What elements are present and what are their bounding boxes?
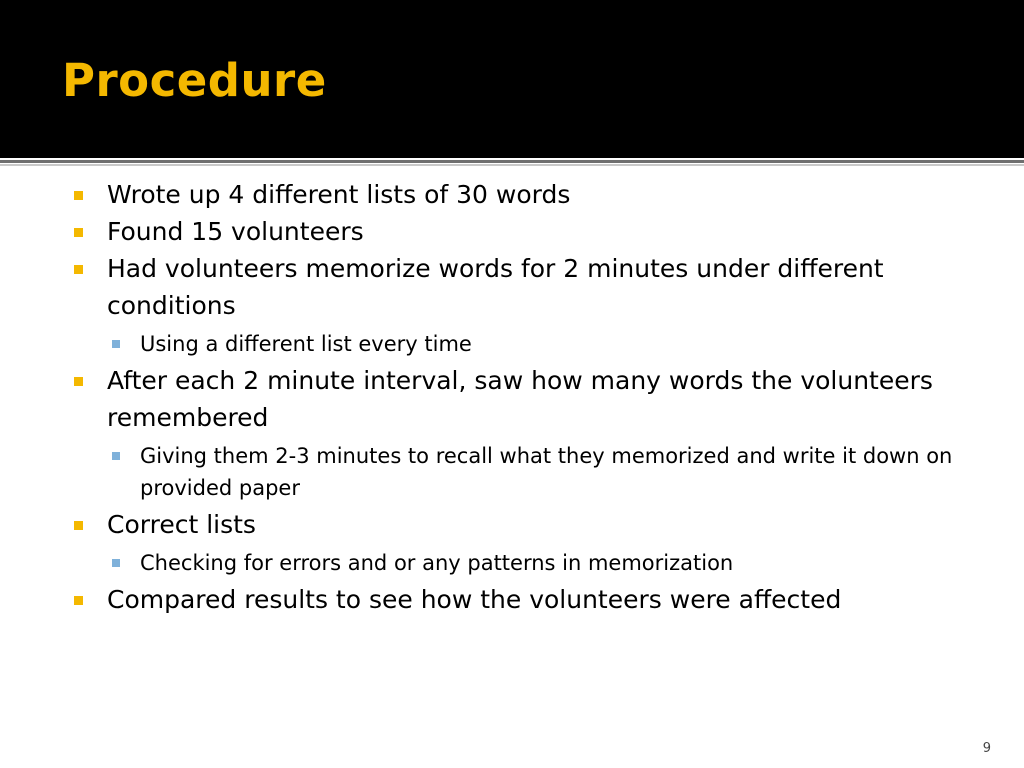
square-bullet-icon <box>74 228 83 237</box>
square-bullet-icon <box>74 521 83 530</box>
sub-bullet-item <box>74 328 954 360</box>
square-sub-bullet-icon <box>112 559 120 567</box>
sub-bullet-item <box>74 547 954 579</box>
square-bullet-icon <box>74 377 83 386</box>
title-divider-highlight <box>0 164 1024 166</box>
bullet-text: Compared results to see how the volunteers were affected <box>107 585 842 614</box>
bullet-item <box>74 506 954 543</box>
bullet-item <box>74 250 954 324</box>
sub-bullet-item <box>74 440 954 504</box>
square-bullet-icon <box>74 191 83 200</box>
bullet-text: Wrote up 4 different lists of 30 words <box>107 180 571 209</box>
square-bullet-icon <box>74 596 83 605</box>
page-number: 9 <box>982 741 991 756</box>
square-sub-bullet-icon <box>112 452 120 460</box>
square-sub-bullet-icon <box>112 340 120 348</box>
sub-bullet-text: Checking for errors and or any patterns in memorization <box>140 551 734 575</box>
bullet-item <box>74 176 954 213</box>
bullet-text: Found 15 volunteers <box>107 217 364 246</box>
bullet-item <box>74 581 954 618</box>
slide-title: Procedure <box>62 54 327 107</box>
bullet-item <box>74 213 954 250</box>
bullet-item <box>74 362 954 436</box>
bullet-text: Correct lists <box>107 510 256 539</box>
sub-bullet-text: Giving them 2-3 minutes to recall what they memorized and write it down on provided paper <box>140 444 953 500</box>
title-divider <box>0 160 1024 163</box>
bullet-list <box>74 176 954 618</box>
bullet-text: Had volunteers memorize words for 2 minutes under different conditions <box>107 254 884 320</box>
sub-bullet-text: Using a different list every time <box>140 332 472 356</box>
square-bullet-icon <box>74 265 83 274</box>
title-bar <box>0 0 1024 158</box>
bullet-text: After each 2 minute interval, saw how many words the volunteers remembered <box>107 366 933 432</box>
